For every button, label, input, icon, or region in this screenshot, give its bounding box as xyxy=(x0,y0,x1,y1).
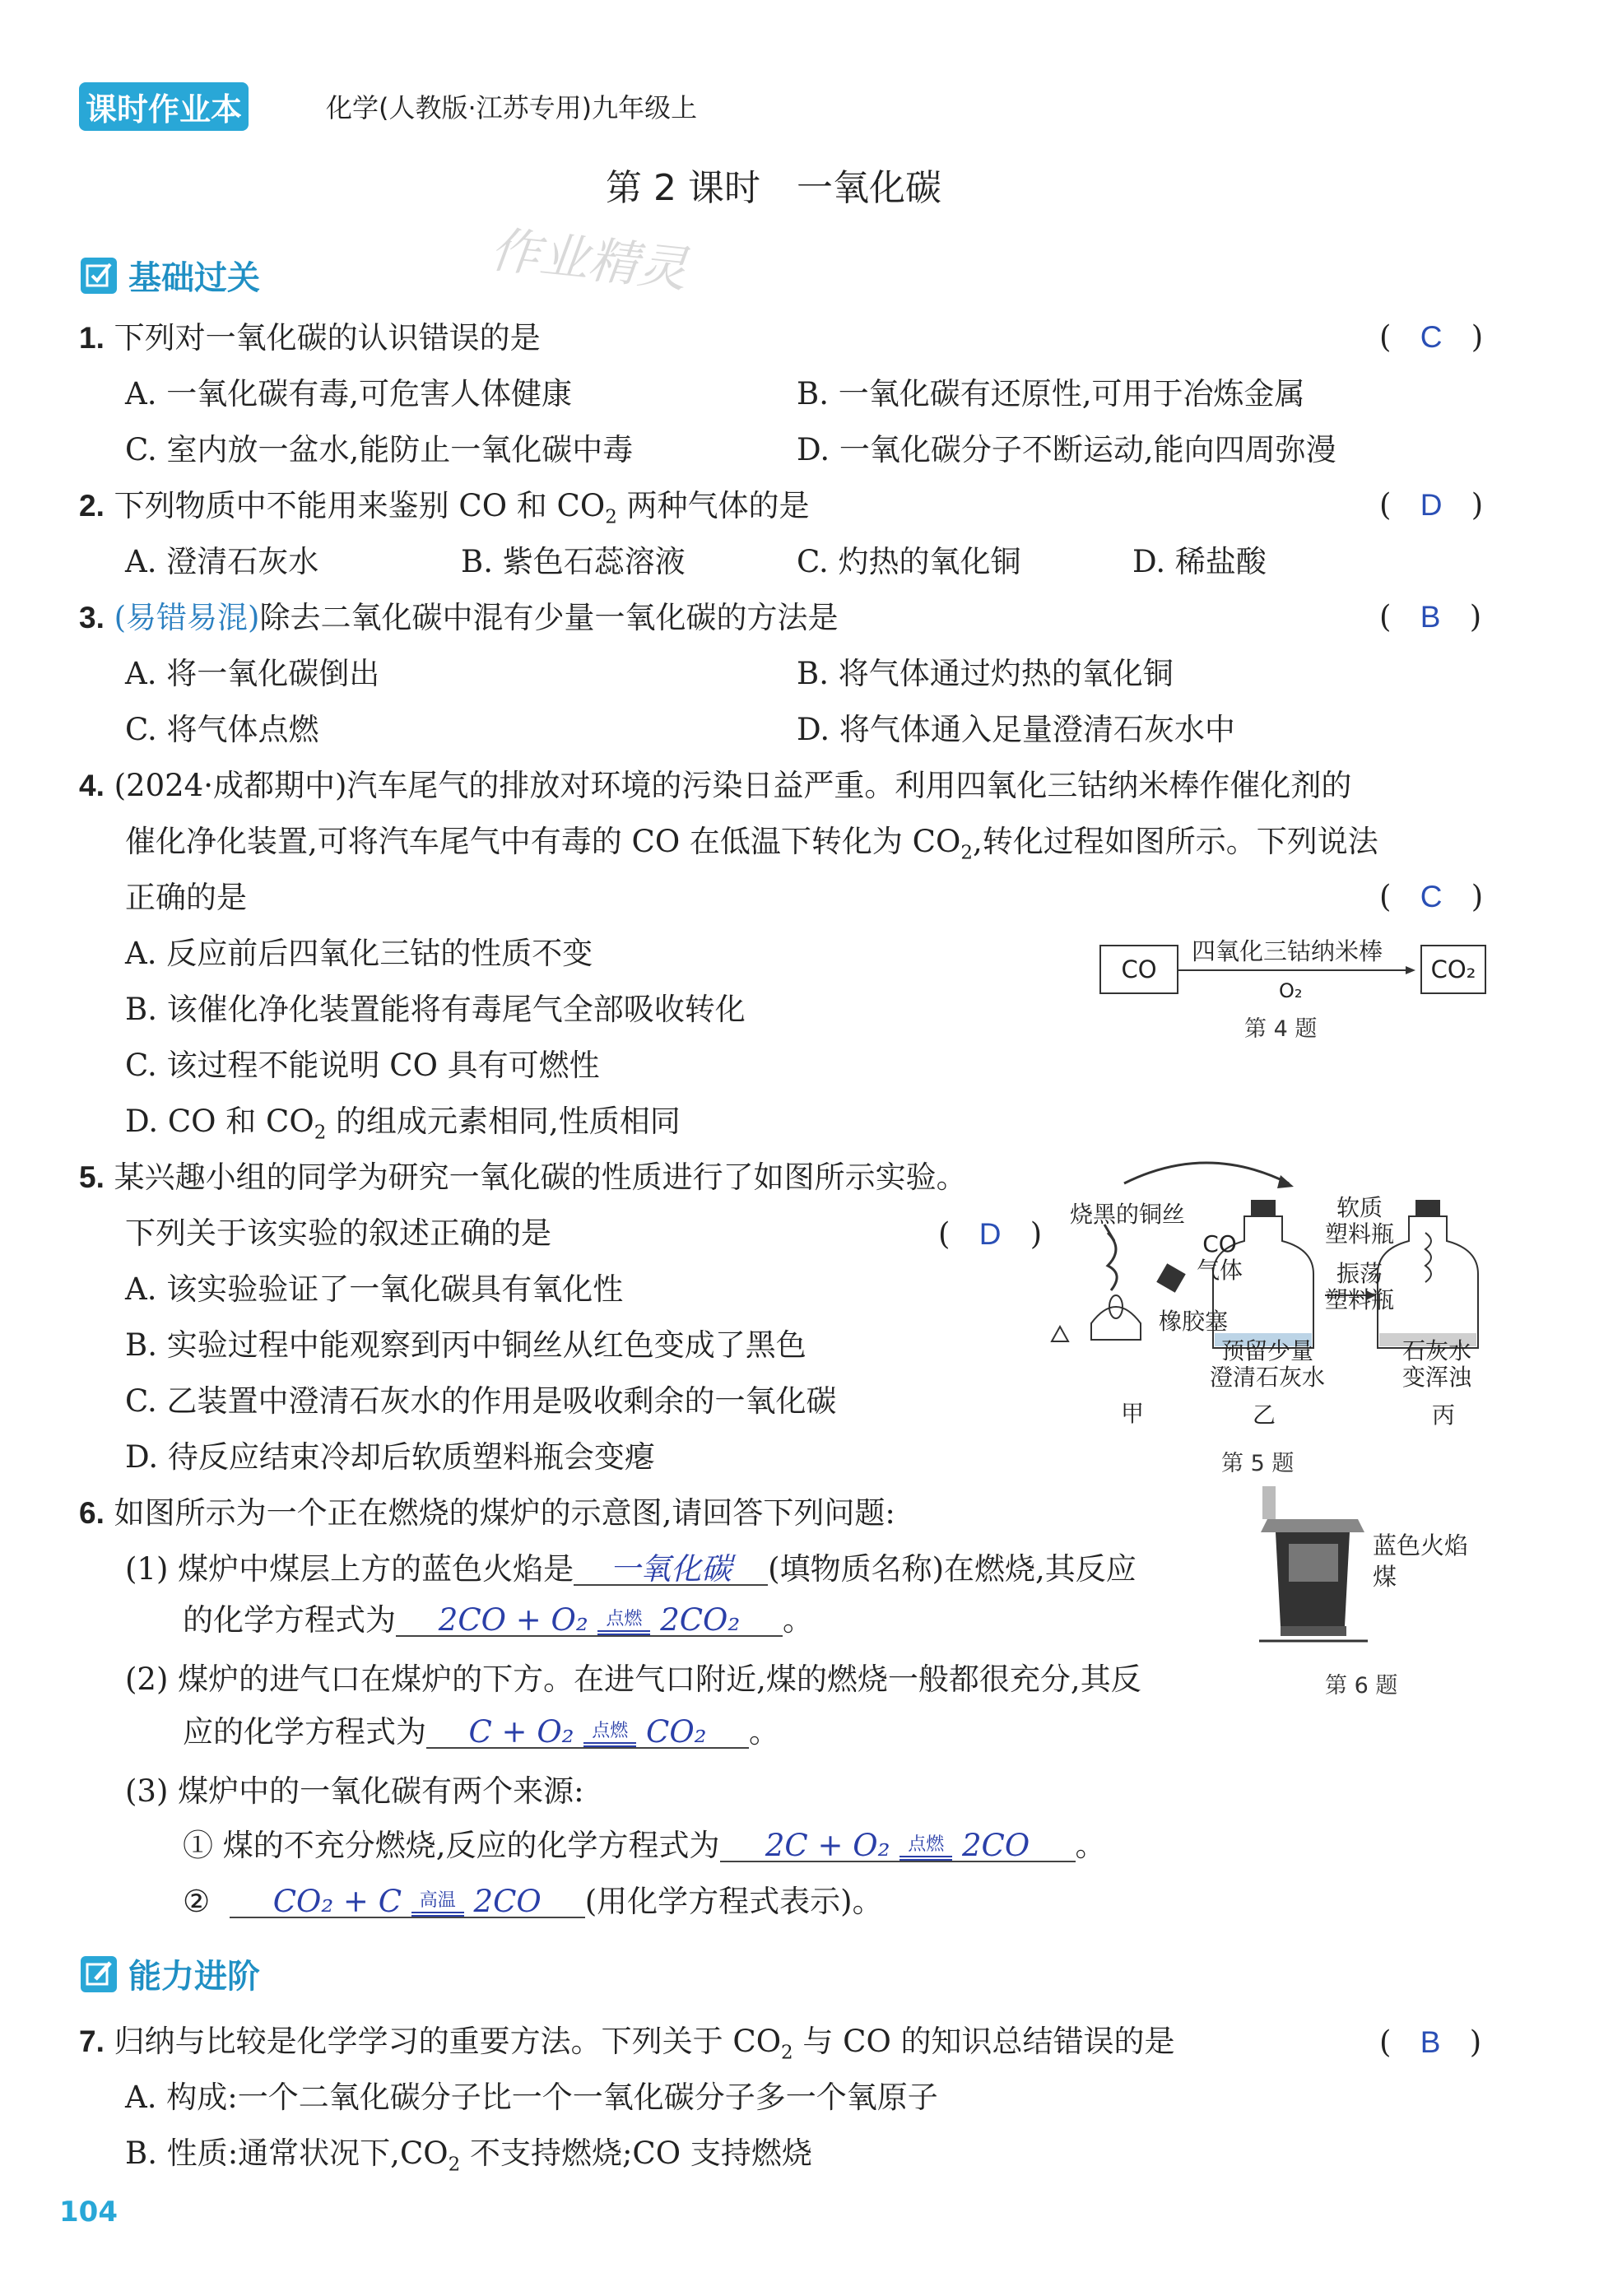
checkbox-icon xyxy=(81,258,117,294)
q1-option-c: C. 室内放一盆水,能防止一氧化碳中毒 xyxy=(125,432,634,467)
q6-part1-line1: (1) 煤炉中煤层上方的蓝色火焰是 一氧化碳 (填物质名称)在燃烧,其反应 xyxy=(125,1551,1137,1587)
lesson-title: 第 2 课时 一氧化碳 xyxy=(606,167,941,209)
q5-reserve-label: 预留少量 澄清石灰水 xyxy=(1210,1337,1326,1392)
q3-option-c: C. 将气体点燃 xyxy=(125,712,319,747)
q5-figure xyxy=(1050,1150,1511,1430)
q6-figure xyxy=(1259,1486,1490,1651)
q5-label-yi: 乙 xyxy=(1253,1401,1276,1429)
q6-flame-label: 蓝色火焰 xyxy=(1373,1531,1469,1559)
section-advanced xyxy=(81,1950,260,1997)
q5-stem-line2: 下列关于该实验的叙述正确的是 xyxy=(125,1215,551,1251)
pencil-icon xyxy=(81,1956,117,1992)
q5-cork-label: 橡胶塞 xyxy=(1159,1308,1229,1335)
q7-answer: ( B ) xyxy=(1379,2024,1482,2060)
q5-turbid-label: 石灰水 变浑浊 xyxy=(1402,1337,1472,1392)
q4-caption: 第 4 题 xyxy=(1244,1016,1318,1042)
q5-option-a: A. 该实验验证了一氧化碳具有氧化性 xyxy=(125,1271,624,1307)
q1-stem: 1. 下列对一氧化碳的认识错误的是 xyxy=(79,320,541,356)
q4-box-co: CO xyxy=(1099,945,1178,994)
q5-copper-label: 烧黑的铜丝 xyxy=(1070,1201,1186,1228)
q5-answer: ( D ) xyxy=(938,1216,1043,1252)
q6-coal-label: 煤 xyxy=(1373,1563,1397,1591)
q3-stem: 3. (易错易混)除去二氧化碳中混有少量一氧化碳的方法是 xyxy=(79,600,839,635)
q5-stem-line1: 5. 某兴趣小组的同学为研究一氧化碳的性质进行了如图所示实验。 xyxy=(79,1160,967,1195)
q5-caption: 第 5 题 xyxy=(1221,1451,1295,1476)
q5-co-gas-label: CO 气体 xyxy=(1197,1230,1243,1285)
q2-stem: 2. 下列物质中不能用来鉴别 CO 和 $CO_2$ 两种气体的是 xyxy=(79,488,810,528)
q6-part1-line2: 的化学方程式为 2CO + O₂ 点燃 2CO₂ 。 xyxy=(183,1602,813,1638)
q6-part2-line1: (2) 煤炉的进气口在煤炉的下方。在进气口附近,煤的燃烧一般都很充分,其反 xyxy=(125,1662,1141,1697)
q4-stem-line2: 催化净化装置,可将汽车尾气中有毒的 CO 在低温下转化为 $CO_2$,转化过程如图所示。下列说法 xyxy=(125,824,1378,864)
q2-answer: ( D ) xyxy=(1379,487,1484,523)
q4-option-c: C. 该过程不能说明 CO 具有可燃性 xyxy=(125,1048,600,1083)
q7-option-b: B. 性质:通常状况下$,CO_2$ 不支持燃烧;CO 支持燃烧 xyxy=(125,2136,812,2176)
q6-part3-equation1: 2C + O₂ 点燃 2CO xyxy=(720,1830,1076,1862)
q3-answer: ( B ) xyxy=(1379,599,1482,634)
watermark: 作业精灵 xyxy=(487,221,690,300)
q6-part2-equation: C + O₂ 点燃 CO₂ xyxy=(426,1717,749,1749)
q6-part3: (3) 煤炉中的一氧化碳有两个来源: xyxy=(125,1773,584,1809)
q5-shake-label: 振荡 塑料瓶 xyxy=(1325,1260,1395,1314)
q6-part1-answer: 一氧化碳 xyxy=(574,1554,768,1586)
section-advanced-label: 能力进阶 xyxy=(128,1958,260,1996)
q6-part3-source2: ② CO₂ + C 高温 2CO (用化学方程式表示)。 xyxy=(183,1884,883,1919)
q6-stove-icon xyxy=(1259,1486,1374,1651)
section-basic xyxy=(81,252,260,299)
q2-option-d: D. 稀盐酸 xyxy=(1132,544,1267,579)
q5-option-b: B. 实验过程中能观察到丙中铜丝从红色变成了黑色 xyxy=(125,1327,806,1363)
q6-caption: 第 6 题 xyxy=(1325,1673,1398,1699)
q1-option-d: D. 一氧化碳分子不断运动,能向四周弥漫 xyxy=(797,432,1336,467)
q7-stem: 7. 归纳与比较是化学学习的重要方法。下列关于 $CO_2$ 与 CO 的知识总结错误的是 xyxy=(79,2024,1175,2064)
q7-option-a: A. 构成:一个二氧化碳分子比一个一氧化碳分子多一个氧原子 xyxy=(125,2080,938,2115)
book-subtitle: 化学(人教版·江苏专用)九年级上 xyxy=(326,92,698,123)
q3-option-b: B. 将气体通过灼热的氧化铜 xyxy=(797,656,1174,691)
q5-label-jia: 甲 xyxy=(1121,1400,1145,1427)
q6-part2-line2: 应的化学方程式为 C + O₂ 点燃 CO₂ 。 xyxy=(183,1714,779,1750)
q6-stem: 6. 如图所示为一个正在燃烧的煤炉的示意图,请回答下列问题: xyxy=(79,1495,895,1531)
q1-option-b: B. 一氧化碳有还原性,可用于冶炼金属 xyxy=(797,376,1305,411)
q3-option-d: D. 将气体通入足量澄清石灰水中 xyxy=(797,712,1235,747)
q4-answer: ( C ) xyxy=(1379,879,1484,914)
q4-box-co2: CO₂ xyxy=(1420,945,1486,994)
q4-option-b: B. 该催化净化装置能将有毒尾气全部吸收转化 xyxy=(125,992,746,1027)
section-basic-label: 基础过关 xyxy=(128,259,260,297)
q4-arrow-icon xyxy=(1178,966,1417,974)
q6-part3-equation2: CO₂ + C 高温 2CO xyxy=(230,1886,585,1918)
q4-catalyst-label: 四氧化三钴纳米棒 xyxy=(1192,937,1383,965)
q5-option-d: D. 待反应结束冷却后软质塑料瓶会变瘪 xyxy=(125,1439,655,1475)
q1-answer: ( C ) xyxy=(1379,319,1484,355)
q4-option-d: D. CO 和 $CO_2$ 的组成元素相同,性质相同 xyxy=(125,1104,681,1144)
q4-stem-line1: 4. (2024·成都期中)汽车尾气的排放对环境的污染日益严重。利用四氧化三钴纳米棒作催化剂的 xyxy=(79,768,1352,803)
q4-o2-label: O₂ xyxy=(1279,979,1303,1002)
q1-option-a: A. 一氧化碳有毒,可危害人体健康 xyxy=(125,376,573,411)
brand-name: 课时作业本 xyxy=(79,82,249,131)
q5-label-bing: 丙 xyxy=(1432,1401,1456,1429)
brand-logo xyxy=(79,82,249,131)
q2-option-b: B. 紫色石蕊溶液 xyxy=(461,544,686,579)
q6-part3-source1: ① 煤的不充分燃烧,反应的化学方程式为 2C + O₂ 点燃 2CO 。 xyxy=(183,1828,1106,1863)
q5-bottle-label: 软质 塑料瓶 xyxy=(1325,1194,1395,1248)
q4-option-a: A. 反应前后四氧化三钴的性质不变 xyxy=(125,936,593,971)
q2-option-c: C. 灼热的氧化铜 xyxy=(797,544,1021,579)
q2-option-a: A. 澄清石灰水 xyxy=(125,544,319,579)
page-number: 104 xyxy=(59,2196,118,2229)
q3-option-a: A. 将一氧化碳倒出 xyxy=(125,656,380,691)
q5-option-c: C. 乙装置中澄清石灰水的作用是吸收剩余的一氧化碳 xyxy=(125,1383,837,1419)
q4-stem-line3: 正确的是 xyxy=(125,880,247,915)
q6-part1-equation: 2CO + O₂ 点燃 2CO₂ xyxy=(396,1605,783,1637)
